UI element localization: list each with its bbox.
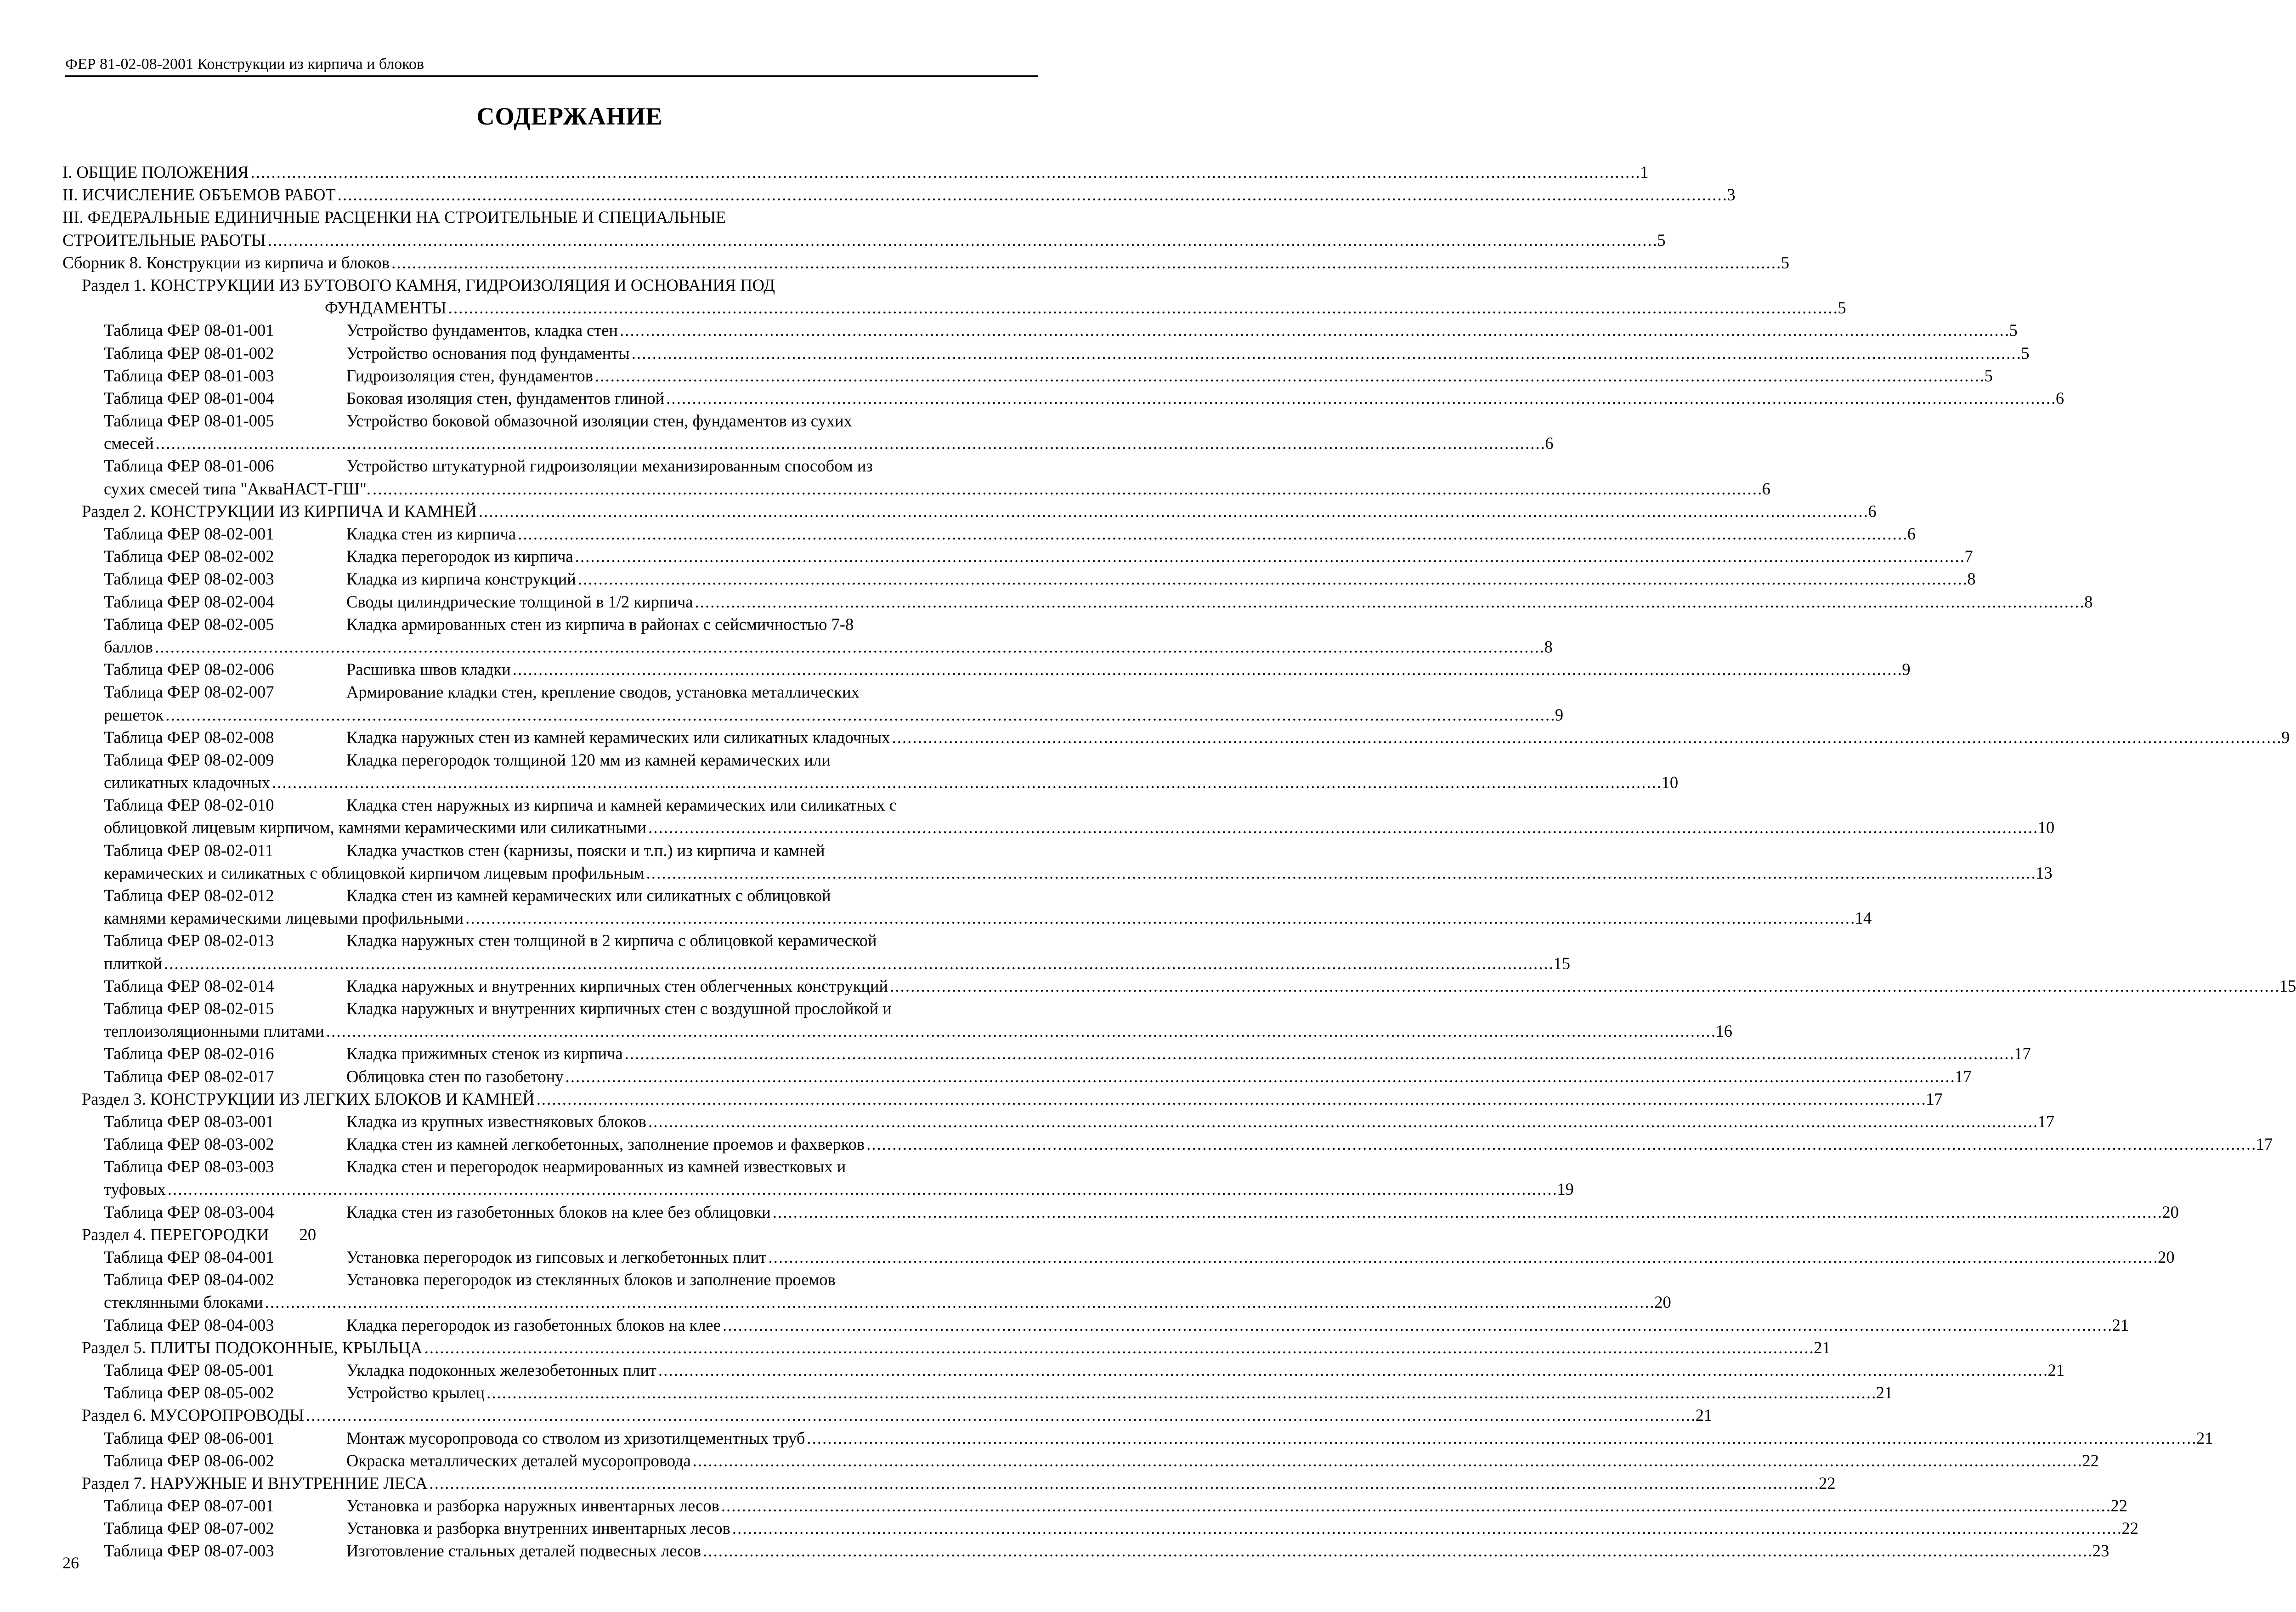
toc-table-08-07-001[interactable]: [62, 1494, 2128, 1517]
toc-page-number: 5: [1838, 298, 1846, 318]
toc-entry-label: Установка перегородок из гипсовых и легкобетонных плит: [346, 1248, 767, 1266]
toc-table-08-01-005[interactable]: [62, 409, 1038, 432]
toc-entry-label: Кладка перегородок толщиной 120 мм из камней керамических или: [346, 750, 831, 769]
toc-entry-label: ФУНДАМЕНТЫ: [325, 298, 447, 318]
table-code: Таблица ФЕР 08-06-002: [104, 1451, 274, 1470]
leader-dots: [648, 816, 2036, 839]
toc-entry-label: Укладка подоконных железобетонных плит: [346, 1360, 656, 1379]
toc-table-08-04-001[interactable]: [62, 1246, 2175, 1268]
toc-table-08-01-002[interactable]: [62, 342, 2030, 364]
table-code: Таблица ФЕР 08-07-003: [104, 1541, 274, 1561]
table-code: Таблица ФЕР 08-04-003: [104, 1315, 274, 1334]
toc-page-number: 23: [2092, 1541, 2109, 1561]
leader-dots: [648, 1110, 2036, 1133]
toc-section-2[interactable]: [62, 500, 1877, 522]
table-code: Таблица ФЕР 08-03-003: [104, 1157, 274, 1176]
toc-section-5[interactable]: [62, 1336, 1831, 1359]
toc-page-number: 3: [1727, 185, 1736, 204]
toc-page-number: 5: [1657, 230, 1666, 250]
toc-entry-label: Устройство штукатурной гидроизоляции механизированным способом из: [346, 456, 873, 476]
toc-page-number: 15: [1553, 954, 1571, 973]
toc-table-08-03-003[interactable]: [62, 1155, 1038, 1178]
toc-entry-label: Раздел 7. НАРУЖНЫЕ И ВНУТРЕННИЕ ЛЕСА: [82, 1473, 428, 1493]
toc-entry-label: Кладка стен и перегородок неармированных из камней известковых и: [346, 1157, 846, 1176]
toc-table-08-07-003[interactable]: [62, 1539, 2109, 1562]
leader-dots: [666, 387, 2054, 409]
leader-dots: [465, 907, 1853, 929]
toc-entry-label: камнями керамическими лицевыми профильными: [104, 908, 464, 928]
toc-entry-label: Окраска металлических деталей мусоропровода: [346, 1451, 691, 1470]
toc-table-08-02-013-cont[interactable]: [62, 952, 1571, 975]
toc-table-08-02-007[interactable]: [62, 681, 1038, 703]
toc-entry-label: Установка перегородок из стеклянных блоков и заполнение проемов: [346, 1270, 836, 1289]
leader-dots: [268, 229, 1656, 251]
leader-dots: [890, 975, 2278, 997]
toc-entry-label: Раздел 4. ПЕРЕГОРОДКИ: [82, 1225, 269, 1244]
toc-table-08-02-001[interactable]: [62, 522, 1916, 545]
toc-table-08-03-002[interactable]: [62, 1133, 2273, 1155]
toc-page-number: 6: [1907, 524, 1916, 543]
toc-page-number: 14: [1855, 908, 1872, 928]
toc-section-1-cont[interactable]: [62, 296, 1846, 319]
toc-table-08-01-003[interactable]: [62, 364, 1993, 387]
toc-table-08-02-015[interactable]: [62, 997, 1038, 1020]
toc-entry-label: Раздел 2. КОНСТРУКЦИИ ИЗ КИРПИЧА И КАМНЕЙ: [82, 501, 477, 521]
table-code: Таблица ФЕР 08-07-001: [104, 1496, 274, 1516]
toc-page-number: 20: [2162, 1202, 2179, 1221]
toc-table-08-04-003[interactable]: [62, 1314, 2129, 1336]
toc-entry-label: Кладка стен из камней легкобетонных, заполнение проемов и фахверков: [346, 1135, 865, 1154]
toc-entry-label: Своды цилиндрические толщиной в 1/2 кирпича: [346, 592, 693, 611]
table-code: Таблица ФЕР 08-03-001: [104, 1112, 274, 1131]
leader-dots: [251, 161, 1639, 183]
toc-entry-label: сухих смесей типа "АкваНАСТ-ГШ".: [104, 479, 371, 498]
leader-dots: [265, 1291, 1653, 1313]
table-code: Таблица ФЕР 08-02-006: [104, 660, 274, 679]
leader-dots: [391, 251, 1779, 274]
toc-entry-label: Монтаж мусоропровода со стволом из хризотилцементных труб: [346, 1428, 805, 1447]
table-code: Таблица ФЕР 08-01-003: [104, 366, 274, 385]
toc-table-08-02-003[interactable]: [62, 568, 1976, 590]
toc-page-number: 22: [2121, 1519, 2138, 1538]
toc-table-08-04-002[interactable]: [62, 1268, 1038, 1291]
toc-table-08-02-005[interactable]: [62, 613, 1038, 636]
toc-entry-label: облицовкой лицевым кирпичом, камнями керамическими или силикатными: [104, 818, 647, 837]
toc-table-08-02-012-cont[interactable]: [62, 907, 1872, 929]
leader-dots: [866, 1133, 2254, 1155]
toc-entry-label: Облицовка стен по газобетону: [346, 1067, 564, 1086]
toc-entry-label: Раздел 1. КОНСТРУКЦИИ ИЗ БУТОВОГО КАМНЯ, ГИДРОИЗОЛЯЦИЯ И ОСНОВАНИЯ ПОД: [82, 275, 775, 295]
toc-page-number: 20: [1654, 1293, 1671, 1312]
toc-entry-label: Кладка стен из кирпича: [346, 524, 516, 543]
table-code: Таблица ФЕР 08-05-001: [104, 1360, 274, 1379]
toc-section-3[interactable]: [62, 1088, 1943, 1110]
toc-table-08-02-007-cont[interactable]: [62, 704, 1564, 726]
toc-table-08-02-010[interactable]: [62, 794, 1038, 816]
leader-dots: [595, 364, 1983, 387]
leader-dots: [695, 590, 2083, 613]
leader-dots: [448, 296, 1836, 319]
toc-entry-label: баллов: [104, 637, 153, 656]
leader-dots: [703, 1539, 2091, 1562]
leader-dots: [424, 1336, 1812, 1359]
toc-table-08-02-015-cont[interactable]: [62, 1020, 1732, 1042]
leader-dots: [768, 1246, 2156, 1268]
toc-page-number: 10: [1661, 773, 1679, 792]
toc-page-number: 13: [2036, 863, 2053, 882]
leader-dots: [165, 704, 1553, 726]
table-code: Таблица ФЕР 08-02-008: [104, 727, 274, 747]
toc-table-08-02-008[interactable]: [62, 726, 2290, 749]
toc-page-number: 17: [2037, 1112, 2055, 1131]
toc-page-number: 9: [1555, 705, 1564, 724]
toc-entry-label: Кладка прижимных стенок из кирпича: [346, 1044, 623, 1063]
table-code: Таблица ФЕР 08-02-007: [104, 682, 274, 702]
toc-table-08-01-006[interactable]: [62, 454, 1038, 477]
toc-page-number: 6: [1868, 501, 1877, 521]
toc-entry-label: Кладка перегородок из газобетонных блоков на клее: [346, 1315, 721, 1334]
leader-dots: [164, 952, 1552, 975]
table-code: Таблица ФЕР 08-01-004: [104, 388, 274, 408]
table-code: Таблица ФЕР 08-03-002: [104, 1135, 274, 1154]
toc-entry-label: Раздел 6. МУСОРОПРОВОДЫ: [82, 1406, 305, 1425]
table-code: Таблица ФЕР 08-04-002: [104, 1270, 274, 1289]
leader-dots: [721, 1494, 2109, 1517]
toc-entry-collection[interactable]: [62, 251, 1790, 274]
toc-section-7[interactable]: [62, 1472, 1836, 1494]
table-of-contents: [62, 161, 2296, 1562]
toc-entry-label: смесей: [104, 434, 154, 453]
table-code: Таблица ФЕР 08-02-011: [104, 840, 274, 860]
toc-page-number: 7: [1964, 547, 1973, 566]
toc-page-number: 6: [2055, 388, 2064, 408]
toc-entry-label: Раздел 5. ПЛИТЫ ПОДОКОННЫЕ, КРЫЛЬЦА: [82, 1338, 423, 1357]
table-code: Таблица ФЕР 08-02-010: [104, 795, 274, 815]
leader-dots: [272, 771, 1660, 794]
leader-dots: [155, 636, 1543, 658]
toc-entry-label: туфовых: [104, 1180, 166, 1199]
leader-dots: [430, 1472, 1817, 1494]
toc-table-08-06-002[interactable]: [62, 1449, 2099, 1472]
table-code: Таблица ФЕР 08-02-012: [104, 886, 274, 905]
toc-entry-label: Кладка наружных и внутренних кирпичных стен облегченных конструкций: [346, 976, 888, 995]
toc-page-number: 21: [2047, 1360, 2065, 1379]
toc-entry-label: III. ФЕДЕРАЛЬНЫЕ ЕДИНИЧНЫЕ РАСЦЕНКИ НА СТРОИТЕЛЬНЫЕ И СПЕЦИАЛЬНЫЕ: [62, 208, 726, 227]
toc-entry-label: Устройство фундаментов, кладка стен: [346, 321, 618, 340]
toc-entry-label: Установка и разборка внутренних инвентарных лесов: [346, 1519, 730, 1538]
toc-page-number: 21: [2196, 1428, 2213, 1447]
page-title: СОДЕРЖАНИЕ: [476, 102, 663, 130]
table-code: Таблица ФЕР 08-02-002: [104, 547, 274, 566]
toc-entry-label: теплоизоляционными плитами: [104, 1022, 324, 1041]
running-header: ФЕР 81-02-08-2001 Конструкции из кирпича и блоков: [65, 54, 1038, 77]
leader-dots: [807, 1427, 2194, 1449]
toc-entry-label: Кладка перегородок из кирпича: [346, 547, 573, 566]
toc-entry-label: Устройство боковой обмазочной изоляции стен, фундаментов из сухих: [346, 411, 852, 431]
toc-page-number: 5: [2009, 321, 2018, 340]
table-code: Таблица ФЕР 08-02-009: [104, 750, 274, 769]
toc-page-number: 22: [2110, 1496, 2128, 1516]
table-code: Таблица ФЕР 08-02-003: [104, 569, 274, 589]
toc-page-number: 17: [2256, 1135, 2273, 1154]
table-code: Таблица ФЕР 08-02-005: [104, 614, 274, 634]
toc-table-08-02-012[interactable]: [62, 884, 1038, 907]
leader-dots: [632, 342, 2019, 364]
toc-entry-label: Кладка из крупных известняковых блоков: [346, 1112, 646, 1131]
leader-dots: [773, 1201, 2160, 1223]
toc-page-number: 6: [1545, 434, 1554, 453]
leader-dots: [479, 500, 1866, 522]
toc-page-number: 22: [2082, 1451, 2099, 1470]
toc-entry-label: Кладка стен из камней керамических или силикатных с облицовкой: [346, 886, 831, 905]
table-code: Таблица ФЕР 08-04-001: [104, 1248, 274, 1266]
table-code: Таблица ФЕР 08-07-002: [104, 1519, 274, 1538]
toc-entry-label: Расшивка швов кладки: [346, 660, 511, 679]
toc-page-number: 17: [1926, 1089, 1943, 1108]
toc-table-08-01-005-cont[interactable]: [62, 432, 1554, 454]
leader-dots: [306, 1404, 1694, 1426]
toc-table-08-05-001[interactable]: [62, 1359, 2065, 1381]
leader-dots: [732, 1517, 2120, 1539]
table-code: Таблица ФЕР 08-05-002: [104, 1383, 274, 1402]
leader-dots: [518, 522, 1906, 545]
toc-page-number: 9: [2281, 727, 2290, 747]
leader-dots: [373, 477, 1760, 500]
toc-entry-label: Устройство основания под фундаменты: [346, 343, 630, 363]
toc-entry-label: Кладка армированных стен из кирпича в районах с сейсмичностью 7-8: [346, 614, 854, 634]
toc-table-08-02-009-cont[interactable]: [62, 771, 1679, 794]
toc-table-08-02-016[interactable]: [62, 1042, 2031, 1065]
toc-table-08-05-002[interactable]: [62, 1381, 1893, 1404]
leader-dots: [486, 1381, 1874, 1404]
toc-page-number: 5: [1984, 366, 1993, 385]
toc-page-number: 20: [2158, 1248, 2175, 1266]
toc-section-4[interactable]: [62, 1223, 1038, 1246]
toc-entry-label: Изготовление стальных деталей подвесных лесов: [346, 1541, 701, 1561]
toc-table-08-02-011-cont[interactable]: [62, 862, 2053, 884]
toc-entry-label: Кладка стен из газобетонных блоков на клее без облицовки: [346, 1202, 771, 1221]
toc-entry-label: Установка и разборка наружных инвентарных лесов: [346, 1496, 719, 1516]
toc-entry-label: II. ИСЧИСЛЕНИЕ ОБЪЕМОВ РАБОТ: [62, 185, 336, 204]
table-code: Таблица ФЕР 08-02-013: [104, 931, 274, 950]
toc-table-08-02-014[interactable]: [62, 975, 2296, 997]
toc-page-number: 20: [299, 1225, 317, 1244]
table-code: Таблица ФЕР 08-02-001: [104, 524, 274, 543]
toc-table-08-07-002[interactable]: [62, 1517, 2138, 1539]
leader-dots: [168, 1178, 1555, 1200]
table-code: Таблица ФЕР 08-06-001: [104, 1428, 274, 1447]
toc-table-08-01-006-cont[interactable]: [62, 477, 1770, 500]
toc-entry-label: Сборник 8. Конструкции из кирпича и блоков: [62, 253, 390, 272]
toc-entry-label: силикатных кладочных: [104, 773, 270, 792]
toc-entry-label: стеклянными блоками: [104, 1293, 263, 1312]
table-code: Таблица ФЕР 08-02-014: [104, 976, 274, 995]
toc-page-number: 21: [1876, 1383, 1893, 1402]
toc-page-number: 15: [2279, 976, 2296, 995]
toc-table-08-02-009[interactable]: [62, 749, 1038, 771]
toc-entry-federal-rates-cont[interactable]: [62, 229, 1666, 251]
toc-page-number: 22: [1819, 1473, 1836, 1493]
table-code: Таблица ФЕР 08-01-006: [104, 456, 274, 476]
table-code: Таблица ФЕР 08-01-002: [104, 343, 274, 363]
leader-dots: [326, 1020, 1714, 1042]
toc-page-number: 1: [1640, 163, 1649, 182]
table-code: Таблица ФЕР 08-01-001: [104, 321, 274, 340]
leader-dots: [338, 183, 1725, 206]
leader-dots: [578, 568, 1966, 590]
table-code: Таблица ФЕР 08-02-004: [104, 592, 274, 611]
page-number: 26: [62, 1554, 79, 1572]
toc-entry-volumes[interactable]: [62, 183, 1736, 206]
toc-table-08-06-001[interactable]: [62, 1427, 2213, 1449]
leader-dots: [575, 545, 1963, 568]
toc-table-08-02-004[interactable]: [62, 590, 2093, 613]
toc-page-number: 16: [1715, 1022, 1732, 1041]
toc-entry-label: Боковая изоляция стен, фундаментов глиной: [346, 388, 665, 408]
leader-dots: [646, 862, 2034, 884]
leader-dots: [156, 432, 1544, 454]
toc-page-number: 8: [1967, 569, 1976, 589]
toc-table-08-02-013[interactable]: [62, 929, 1038, 952]
toc-page-number: 19: [1557, 1180, 1574, 1199]
toc-page-number: 8: [2084, 592, 2093, 611]
toc-entry-general[interactable]: [62, 161, 1649, 183]
leader-dots: [537, 1088, 1924, 1110]
toc-entry-label: решеток: [104, 705, 164, 724]
leader-dots: [892, 726, 2280, 749]
toc-entry-label: Устройство крылец: [346, 1383, 485, 1402]
toc-table-08-02-005-cont[interactable]: [62, 636, 1553, 658]
toc-page-number: 6: [1762, 479, 1770, 498]
toc-table-08-04-002-cont[interactable]: [62, 1291, 1671, 1313]
toc-entry-label: Кладка из кирпича конструкций: [346, 569, 576, 589]
toc-page-number: 8: [1544, 637, 1553, 656]
leader-dots: [693, 1449, 2081, 1472]
toc-page-number: 5: [2021, 343, 2030, 363]
leader-dots: [723, 1314, 2110, 1336]
toc-entry-label: Кладка участков стен (карнизы, пояски и т.п.) из кирпича и камней: [346, 840, 825, 860]
toc-entry-label: Гидроизоляция стен, фундаментов: [346, 366, 594, 385]
table-code: Таблица ФЕР 08-02-015: [104, 999, 274, 1018]
toc-page-number: 21: [1814, 1338, 1831, 1357]
leader-dots: [620, 319, 2008, 341]
leader-dots: [513, 658, 1900, 681]
table-code: Таблица ФЕР 08-02-016: [104, 1044, 274, 1063]
toc-page-number: 5: [1781, 253, 1790, 272]
toc-entry-label: I. ОБЩИЕ ПОЛОЖЕНИЯ: [62, 163, 249, 182]
table-code: Таблица ФЕР 08-02-017: [104, 1067, 274, 1086]
toc-entry-label: СТРОИТЕЛЬНЫЕ РАБОТЫ: [62, 230, 266, 250]
toc-table-08-02-011[interactable]: [62, 839, 1038, 862]
toc-entry-label: Раздел 3. КОНСТРУКЦИИ ИЗ ЛЕГКИХ БЛОКОВ И КАМНЕЙ: [82, 1089, 535, 1108]
toc-page-number: 17: [1955, 1067, 1972, 1086]
toc-table-08-03-003-cont[interactable]: [62, 1178, 1574, 1200]
toc-entry-label: керамических и силикатных с облицовкой кирпичом лицевым профильным: [104, 863, 645, 882]
toc-table-08-02-002[interactable]: [62, 545, 1973, 568]
table-code: Таблица ФЕР 08-03-004: [104, 1202, 274, 1221]
toc-table-08-02-017[interactable]: [62, 1065, 1972, 1088]
leader-dots: [566, 1065, 1953, 1088]
leader-dots: [625, 1042, 2013, 1065]
toc-entry-label: Кладка стен наружных из кирпича и камней керамических или силикатных с: [346, 795, 897, 815]
table-code: Таблица ФЕР 08-01-005: [104, 411, 274, 431]
toc-table-08-02-006[interactable]: [62, 658, 1911, 681]
toc-page-number: 9: [1902, 660, 1911, 679]
toc-entry-label: Кладка наружных стен толщиной в 2 кирпича с облицовкой керамической: [346, 931, 877, 950]
leader-dots: [658, 1359, 2046, 1381]
toc-table-08-01-001[interactable]: [62, 319, 2018, 341]
toc-table-08-01-004[interactable]: [62, 387, 2064, 409]
toc-page-number: 10: [2037, 818, 2055, 837]
toc-page-number: 21: [1695, 1406, 1713, 1425]
toc-entry-label: Кладка наружных и внутренних кирпичных стен с воздушной прослойкой и: [346, 999, 892, 1018]
toc-page-number: 21: [2112, 1315, 2129, 1334]
toc-entry-label: Армирование кладки стен, крепление сводов, установка металлических: [346, 682, 860, 702]
toc-page-number: 17: [2014, 1044, 2031, 1063]
toc-table-08-03-004[interactable]: [62, 1201, 2179, 1223]
toc-table-08-02-010-cont[interactable]: [62, 816, 2055, 839]
toc-section-1[interactable]: [62, 274, 1038, 296]
toc-table-08-03-001[interactable]: [62, 1110, 2055, 1133]
toc-entry-label: плиткой: [104, 954, 162, 973]
toc-entry-label: Кладка наружных стен из камней керамических или силикатных кладочных: [346, 727, 890, 747]
toc-section-6[interactable]: [62, 1404, 1713, 1426]
toc-entry-federal-rates[interactable]: [62, 206, 1038, 228]
